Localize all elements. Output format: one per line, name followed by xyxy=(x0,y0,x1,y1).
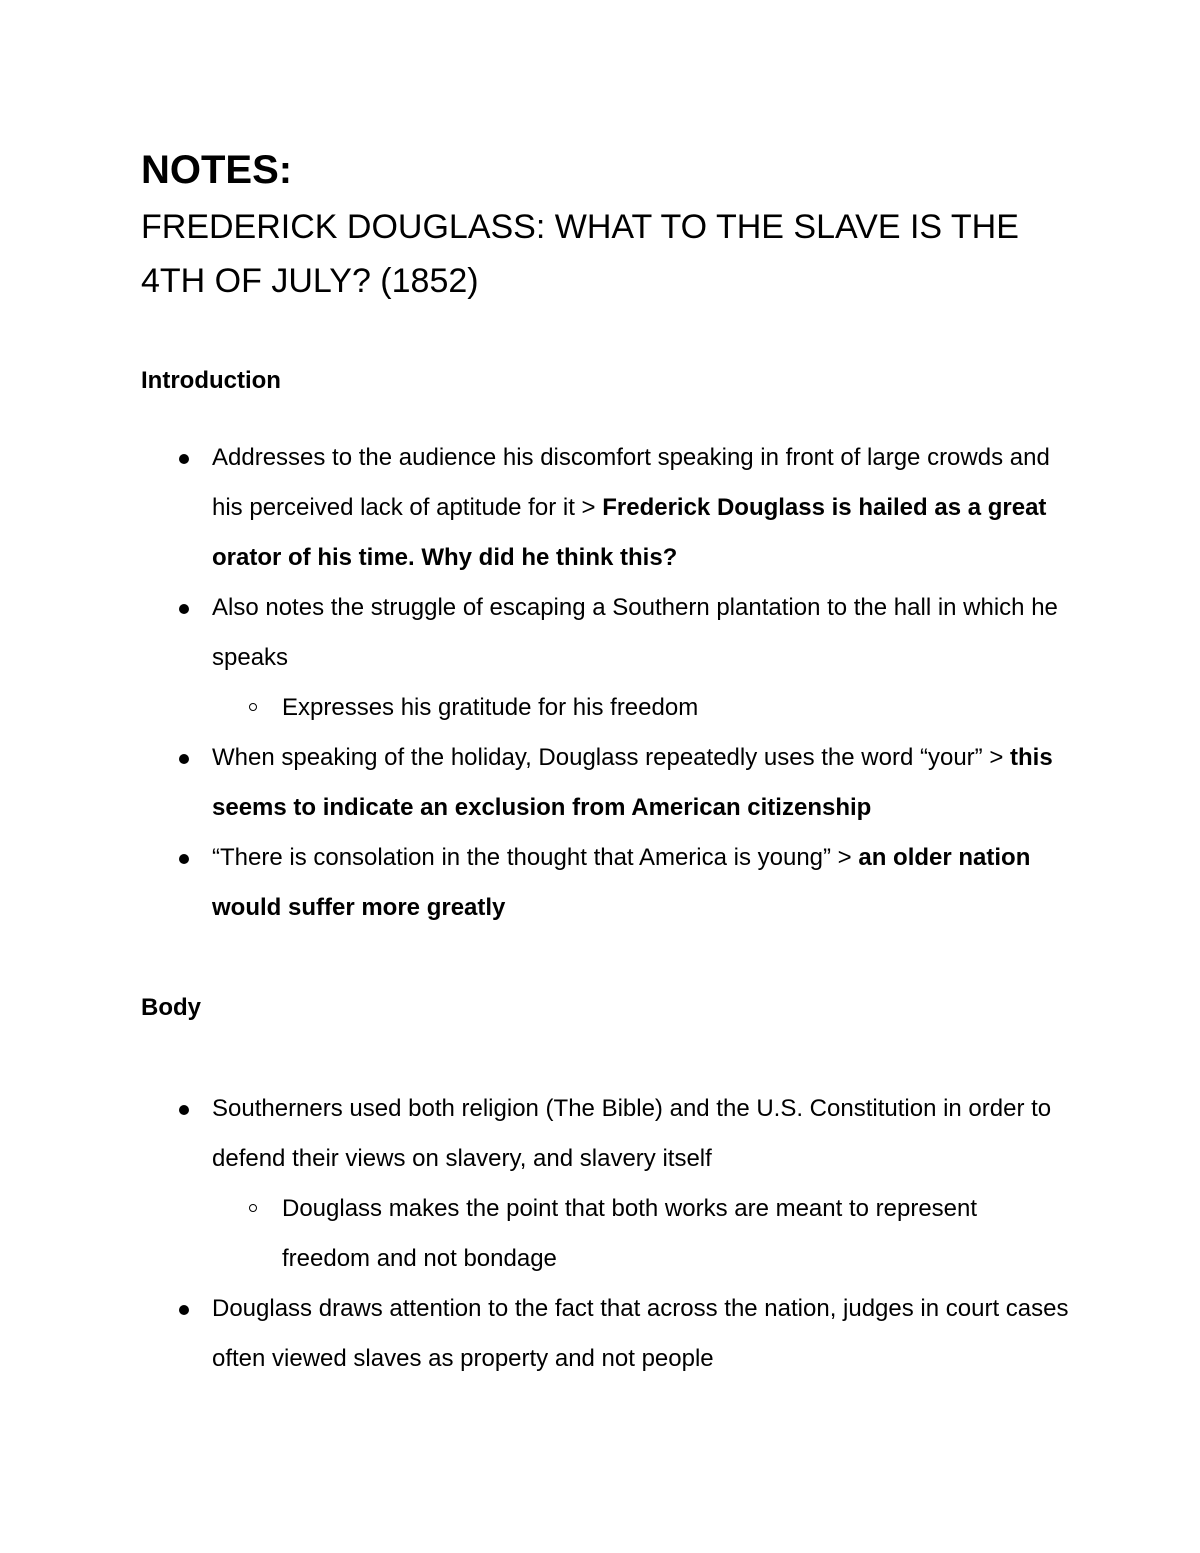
bullet-dot-icon xyxy=(179,854,189,864)
sub-list-item xyxy=(0,1184,1200,1284)
list-item-text: Southerners used both religion (The Bible) and the U.S. Constitution in order to defend their views on slavery, and slavery itself xyxy=(212,1095,1052,1172)
list-item xyxy=(0,1284,1200,1384)
bullet-circle-icon xyxy=(249,1204,257,1212)
list-item-text: “There is consolation in the thought that America is young” > xyxy=(212,844,859,871)
list-item-text: Douglass makes the point that both works are meant to represent freedom and not bondage xyxy=(282,1195,978,1272)
page-title: NOTES: xyxy=(141,148,293,192)
list-item-bold-text: an older nation would suffer more greatly xyxy=(212,844,1031,921)
list-item-bold-text: this seems to indicate an exclusion from American citizenship xyxy=(212,744,1053,821)
list-item-text: When speaking of the holiday, Douglass repeatedly uses the word “your” > xyxy=(212,744,1010,771)
document-subtitle: FREDERICK DOUGLASS: WHAT TO THE SLAVE IS THE 4TH OF JULY? (1852) xyxy=(141,208,1019,300)
introduction-list xyxy=(0,433,1200,933)
list-item xyxy=(0,1084,1200,1184)
list-item-text: Douglass draws attention to the fact that across the nation, judges in court cases often viewed slaves as property and not people xyxy=(212,1295,1069,1372)
bullet-dot-icon xyxy=(179,754,189,764)
bullet-dot-icon xyxy=(179,1305,189,1315)
section-heading-body: Body xyxy=(141,994,201,1021)
list-item xyxy=(0,583,1200,683)
list-item xyxy=(0,433,1200,583)
list-item-text: Expresses his gratitude for his freedom xyxy=(282,694,699,721)
bullet-dot-icon xyxy=(179,604,189,614)
list-item-bold-text: Frederick Douglass is hailed as a great orator of his time. Why did he think this? xyxy=(212,494,1047,571)
bullet-dot-icon xyxy=(179,1105,189,1115)
list-item xyxy=(0,833,1200,933)
list-item-text: Addresses to the audience his discomfort speaking in front of large crowds and his perceived lack of aptitude for it > xyxy=(212,444,1050,521)
body-list xyxy=(0,1084,1200,1384)
list-item xyxy=(0,733,1200,833)
sub-list-item xyxy=(0,683,1200,733)
section-heading-introduction: Introduction xyxy=(141,367,281,394)
bullet-dot-icon xyxy=(179,454,189,464)
bullet-circle-icon xyxy=(249,703,257,711)
list-item-text: Also notes the struggle of escaping a Southern plantation to the hall in which he speaks xyxy=(212,594,1058,671)
